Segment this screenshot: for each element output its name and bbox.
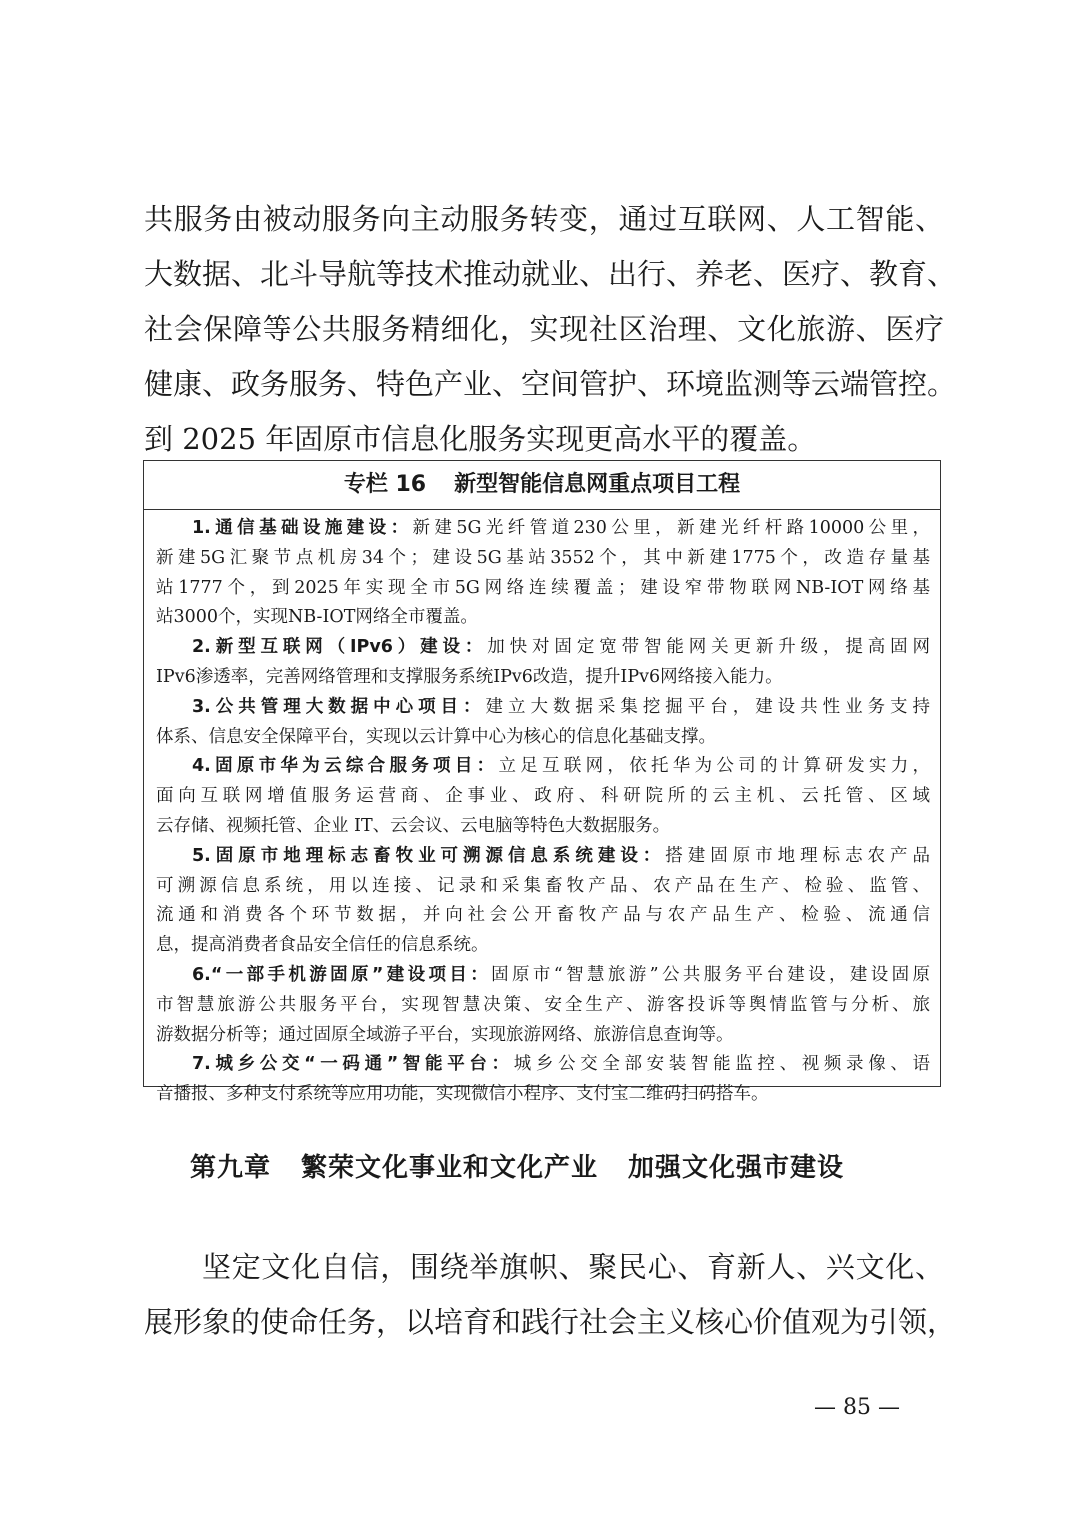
item-text: 固原市“智慧旅游”公共服务平台建设，建设固原 [491,964,930,985]
project-item-6 [156,961,930,1050]
text-line: 到 2025 年固原市信息化服务实现更高水平的覆盖。 [144,422,817,456]
chapter-number: 第九章 [190,1153,272,1183]
item-text: 建立大数据采集挖掘平台，建设共性业务支持 [485,696,931,717]
page-number: — 85 — [814,1395,900,1420]
paragraph-bottom [144,1240,957,1350]
item-line: 游数据分析等；通过固原全域游子平台，实现旅游网络、旅游信息查询等。 [156,1024,734,1045]
box-title [144,461,940,510]
project-item-3 [156,693,930,753]
project-item-1 [156,514,930,633]
item-text: 城乡公交全部安装智能监控、视频录像、语 [513,1054,931,1075]
item-lead: 3.公共管理大数据中心项目： [192,696,486,717]
item-line: 息，提高消费者食品安全信任的信息系统。 [156,935,489,956]
box-title-label: 专栏 16 [343,472,427,497]
item-line: 音播报、多种支付系统等应用功能，实现微信小程序、支付宝二维码扫码搭车。 [156,1084,769,1105]
item-line: 可溯源信息系统，用以连接、记录和采集畜牧产品、农产品在生产、检验、监管、 [156,875,930,896]
item-text: 搭建固原市地理标志农产品 [665,845,930,866]
item-lead: 1.通信基础设施建设： [192,518,413,538]
text-line: 健康、政务服务、特色产业、空间管护、环境监测等云端管控。 [144,367,957,401]
item-text: 新建5G光纤管道230公里，新建光纤杆路10000公里， [412,518,931,538]
chapter-title-part2: 加强文化强市建设 [628,1153,845,1183]
item-line: 面向互联网增值服务运营商、企事业、政府、科研院所的云主机、云托管、区域 [156,786,930,807]
item-lead: 7.城乡公交“一码通”智能平台： [192,1054,514,1075]
box-title-text: 新型智能信息网重点项目工程 [454,472,741,497]
item-line: 新建5G汇聚节点机房34个；建设5G基站3552个，其中新建1775个，改造存量基 [156,547,930,568]
text-line: 大数据、北斗导航等技术推动就业、出行、养老、医疗、教育、 [144,257,957,291]
chapter-heading [190,1147,844,1184]
text-line: 展形象的使命任务，以培育和践行社会主义核心价值观为引领， [144,1305,957,1339]
text-line: 共服务由被动服务向主动服务转变，通过互联网、人工智能、 [144,202,944,236]
chapter-title-part1: 繁荣文化事业和文化产业 [301,1153,599,1183]
text-line: 社会保障等公共服务精细化，实现社区治理、文化旅游、医疗 [144,312,944,346]
item-line: 站1777个，到2025年实现全市5G网络连续覆盖；建设窄带物联网NB-IOT网络基 [156,577,930,598]
project-item-2 [156,633,930,693]
item-line: 云存储、视频托管、企业 IT、云会议、云电脑等特色大数据服务。 [156,815,671,836]
project-item-4 [156,752,930,841]
item-lead: 6.“一部手机游固原”建设项目： [192,964,492,985]
item-line: 市智慧旅游公共服务平台，实现智慧决策、安全生产、游客投诉等舆情监管与分析、旅 [156,994,930,1015]
item-line: 体系、信息安全保障平台，实现以云计算中心为核心的信息化基础支撑。 [156,726,716,747]
box-body [144,510,940,1110]
project-item-7 [156,1050,930,1110]
item-line: 流通和消费各个环节数据，并向社会公开畜牧产品与农产品生产、检验、流通信 [156,905,930,926]
item-line: IPv6渗透率，完善网络管理和支撑服务系统IPv6改造，提升IPv6网络接入能力。 [156,666,783,687]
project-item-5 [156,842,930,961]
project-box [143,460,941,1105]
text-line: 坚定文化自信，围绕举旗帜、聚民心、育新人、兴文化、 [202,1250,944,1284]
item-lead: 4.固原市华为云综合服务项目： [192,756,499,777]
paragraph-top [144,192,957,467]
item-line: 站3000个，实现NB-IOT网络全市覆盖。 [156,607,478,628]
item-text: 立足互联网，依托华为公司的计算研发实力， [498,756,931,777]
item-lead: 5.固原市地理标志畜牧业可溯源信息系统建设： [192,845,666,866]
item-text: 加快对固定宽带智能网关更新升级，提高固网 [487,637,930,658]
item-lead: 2.新型互联网（IPv6）建设： [192,637,488,658]
